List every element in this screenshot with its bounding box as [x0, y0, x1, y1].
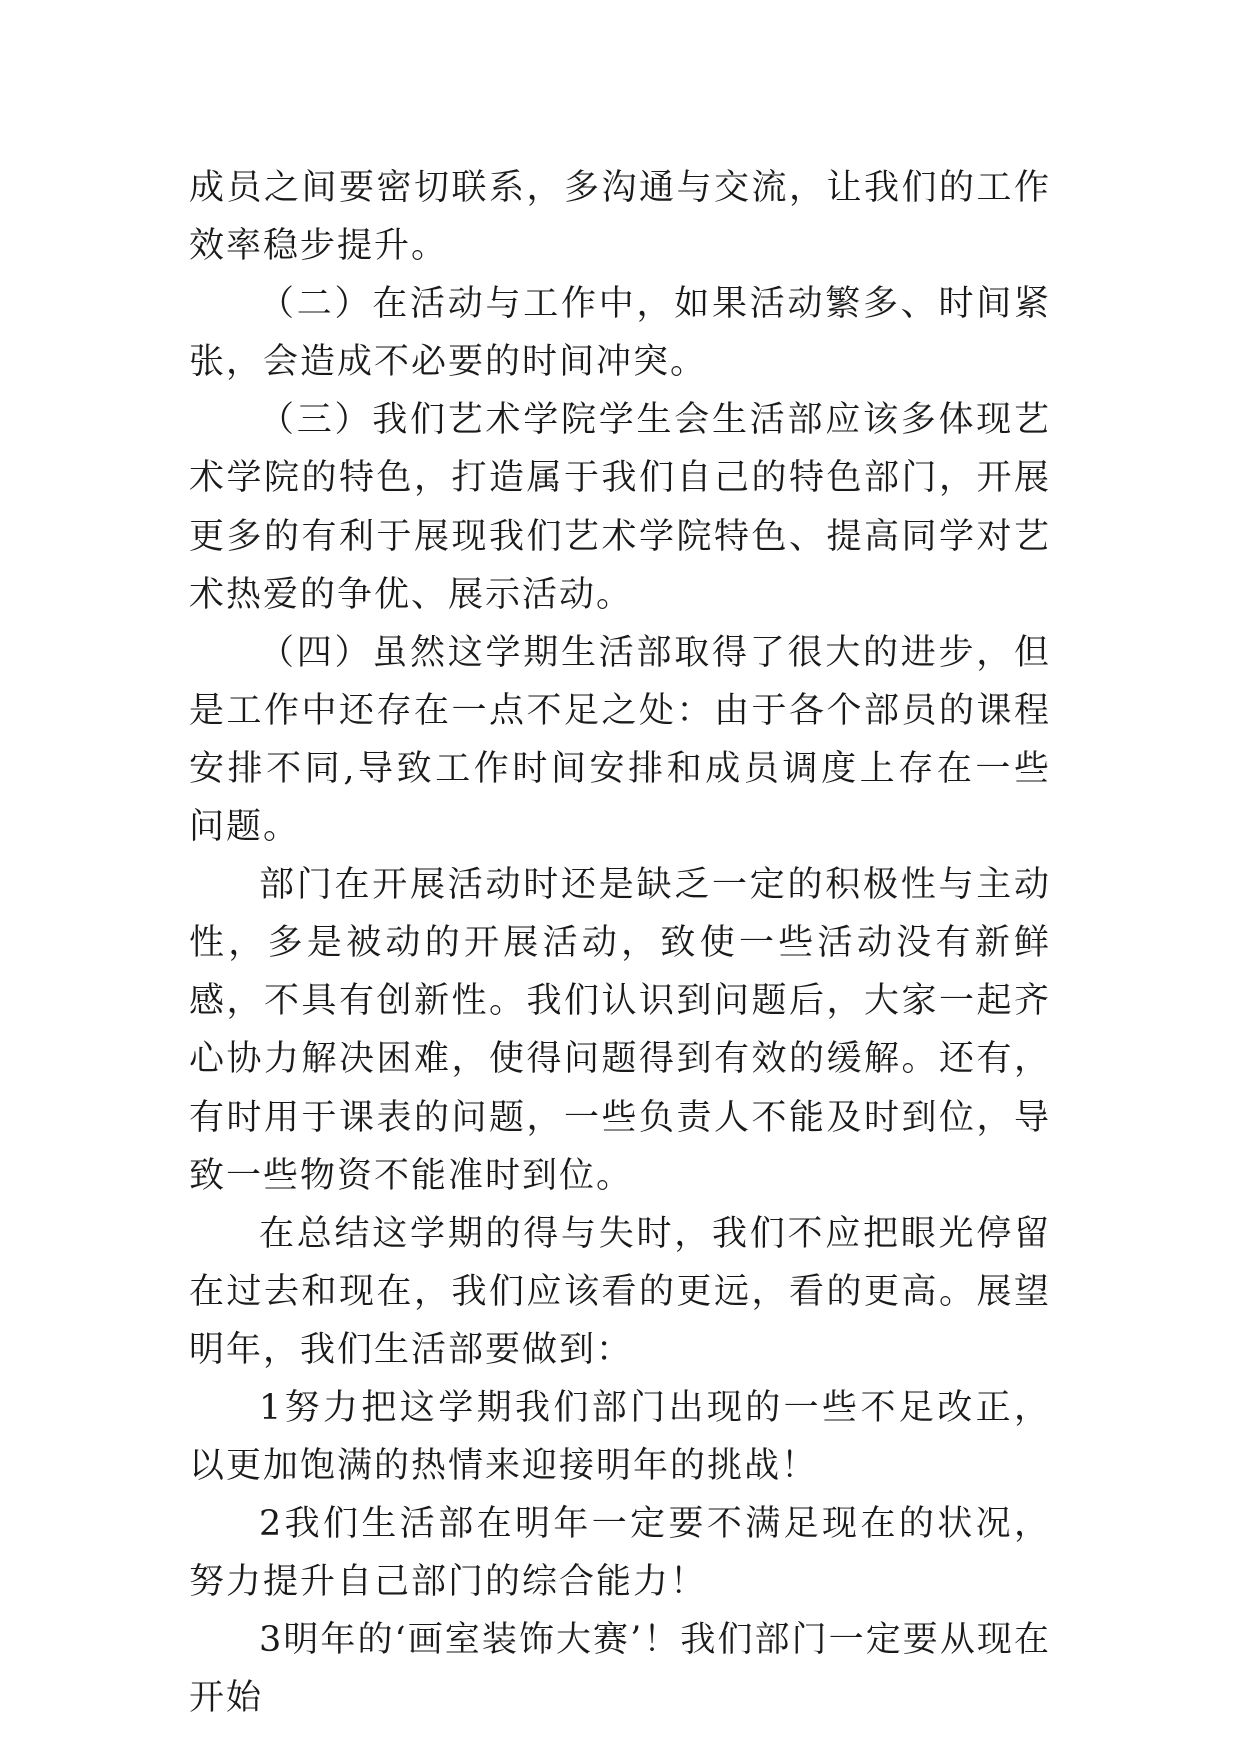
paragraph-point-3: （三）我们艺术学院学生会生活部应该多体现艺术学院的特色，打造属于我们自己的特色部门，开展更多的有利于展现我们艺术学院特色、提高同学对艺术热爱的争优、展示活动。	[189, 400, 1051, 615]
paragraph-goal-3: 3明年的‘画室装饰大赛’！我们部门一定要从现在开始	[189, 1620, 1051, 1719]
paragraph-point-2: （二）在活动与工作中，如果活动繁多、时间紧张，会造成不必要的时间冲突。	[189, 284, 1051, 383]
paragraph-shortcomings: 部门在开展活动时还是缺乏一定的积极性与主动性，多是被动的开展活动，致使一些活动没有新鲜感，不具有创新性。我们认识到问题后，大家一起齐心协力解决困难，使得问题得到有效的缓解。还有，有时用于课表的问题，一些负责人不能及时到位，导致一些物资不能准时到位。	[189, 865, 1051, 1196]
paragraph-continuation: 成员之间要密切联系，多沟通与交流，让我们的工作效率稳步提升。	[189, 168, 1051, 267]
document-body	[189, 159, 1051, 1728]
paragraph-goal-2: 2我们生活部在明年一定要不满足现在的状况，努力提升自己部门的综合能力！	[189, 1504, 1051, 1603]
paragraph-point-4: （四）虽然这学期生活部取得了很大的进步，但是工作中还存在一点不足之处：由于各个部员的课程安排不同,导致工作时间安排和成员调度上存在一些问题。	[189, 632, 1051, 848]
paragraph-goal-1: 1努力把这学期我们部门出现的一些不足改正，以更加饱满的热情来迎接明年的挑战！	[189, 1387, 1051, 1487]
paragraph-outlook: 在总结这学期的得与失时，我们不应把眼光停留在过去和现在，我们应该看的更远，看的更高。展望明年，我们生活部要做到：	[189, 1213, 1051, 1370]
